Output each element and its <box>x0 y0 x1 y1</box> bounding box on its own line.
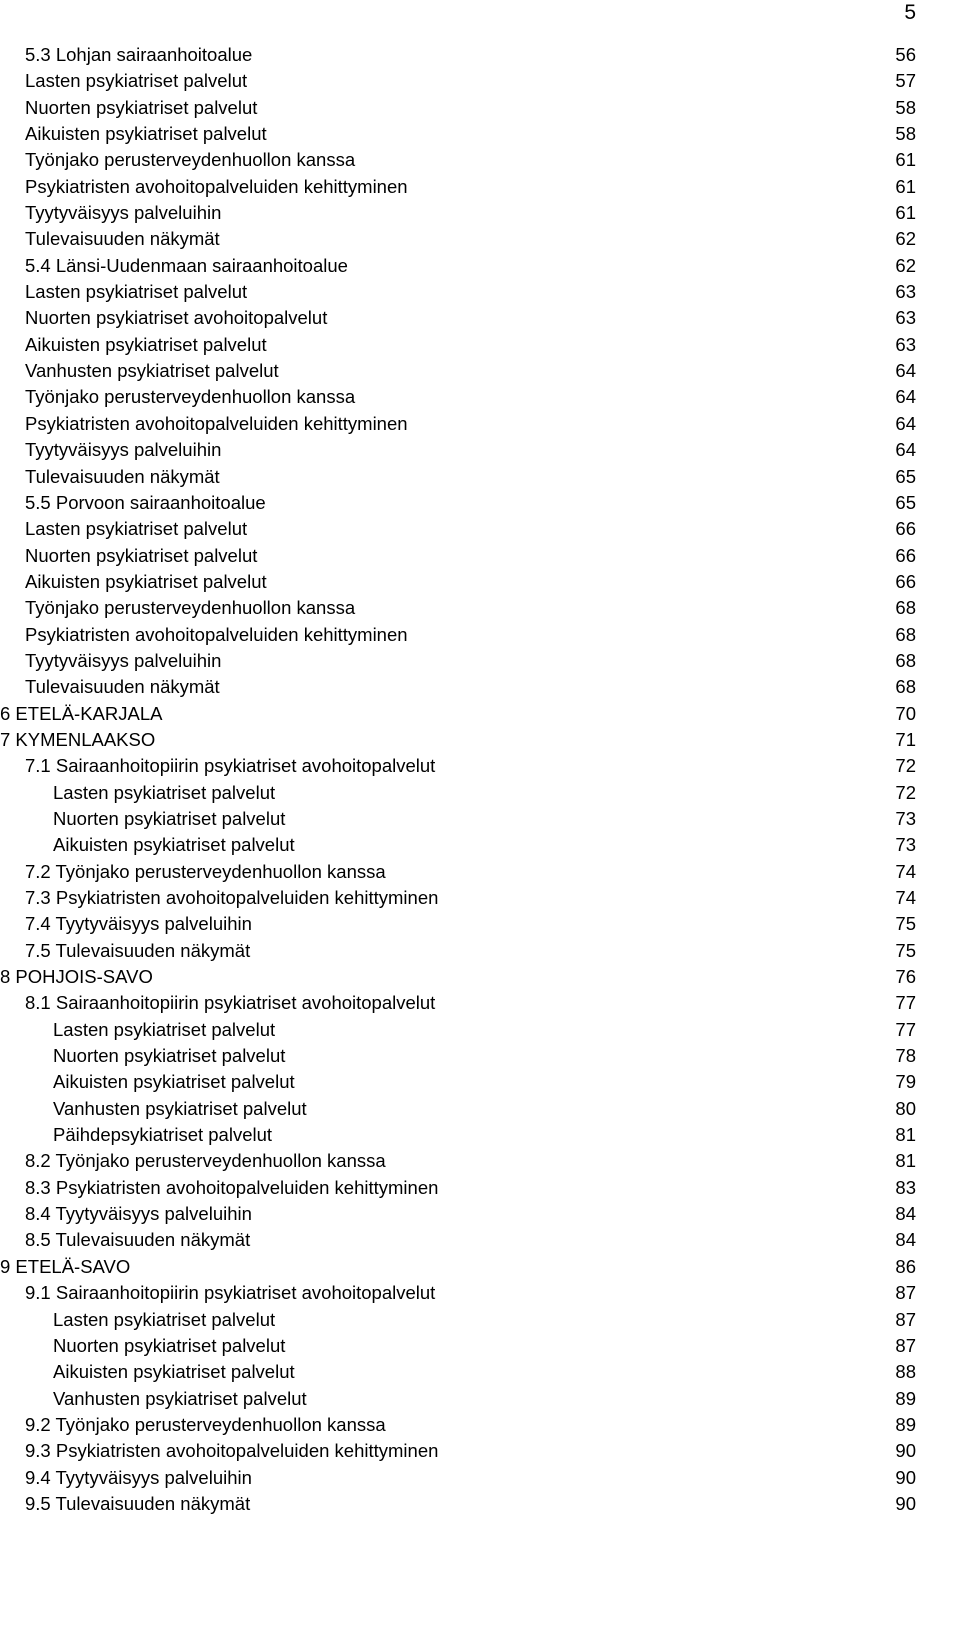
toc-entry-title: Aikuisten psykiatriset palvelut <box>25 569 269 595</box>
toc-entry-page: 64 <box>892 437 916 463</box>
toc-entry[interactable] <box>0 1386 960 1412</box>
toc-entry-title: 9.2 Työnjako perusterveydenhuollon kanssa <box>25 1412 388 1438</box>
toc-entry-title: 7.4 Tyytyväisyys palveluihin <box>25 911 254 937</box>
toc-entry-title: 8.1 Sairaanhoitopiirin psykiatriset avohoitopalvelut <box>25 990 437 1016</box>
toc-entry[interactable] <box>0 648 960 674</box>
toc-entry[interactable] <box>0 701 960 727</box>
toc-entry-page: 63 <box>892 332 916 358</box>
toc-entry[interactable] <box>0 1412 960 1438</box>
toc-entry[interactable] <box>0 911 960 937</box>
toc-entry-title: Nuorten psykiatriset palvelut <box>25 543 259 569</box>
toc-entry[interactable] <box>0 305 960 331</box>
toc-entry-page: 58 <box>892 121 916 147</box>
toc-entry-page: 61 <box>892 200 916 226</box>
toc-entry-title: Nuorten psykiatriset avohoitopalvelut <box>25 305 329 331</box>
toc-entry-title: Aikuisten psykiatriset palvelut <box>53 1359 297 1385</box>
toc-entry[interactable] <box>0 384 960 410</box>
toc-entry[interactable] <box>0 42 960 68</box>
toc-entry-page: 83 <box>892 1175 916 1201</box>
toc-entry[interactable] <box>0 753 960 779</box>
toc-entry-title: Aikuisten psykiatriset palvelut <box>53 832 297 858</box>
toc-entry[interactable] <box>0 990 960 1016</box>
toc-entry-page: 64 <box>892 358 916 384</box>
toc-entry[interactable] <box>0 1069 960 1095</box>
toc-entry[interactable] <box>0 411 960 437</box>
toc-entry-page: 80 <box>892 1096 916 1122</box>
toc-entry[interactable] <box>0 595 960 621</box>
toc-entry-page: 90 <box>892 1438 916 1464</box>
toc-entry-title: Nuorten psykiatriset palvelut <box>53 1043 287 1069</box>
toc-entry-title: 9.3 Psykiatristen avohoitopalveluiden kehittyminen <box>25 1438 440 1464</box>
toc-entry[interactable] <box>0 464 960 490</box>
toc-entry[interactable] <box>0 569 960 595</box>
toc-entry-title: 8.2 Työnjako perusterveydenhuollon kanssa <box>25 1148 388 1174</box>
toc-entry[interactable] <box>0 358 960 384</box>
toc-entry[interactable] <box>0 543 960 569</box>
toc-entry-page: 81 <box>892 1148 916 1174</box>
toc-entry-page: 81 <box>892 1122 916 1148</box>
toc-entry-title: Tulevaisuuden näkymät <box>25 464 222 490</box>
toc-entry[interactable] <box>0 806 960 832</box>
toc-entry-page: 58 <box>892 95 916 121</box>
toc-entry-title: Aikuisten psykiatriset palvelut <box>25 332 269 358</box>
toc-entry-page: 87 <box>892 1280 916 1306</box>
toc-entry-title: Tulevaisuuden näkymät <box>25 674 222 700</box>
toc-entry[interactable] <box>0 437 960 463</box>
toc-entry-title: Tyytyväisyys palveluihin <box>25 437 223 463</box>
toc-entry-title: Lasten psykiatriset palvelut <box>53 1017 277 1043</box>
toc-entry-title: 8.5 Tulevaisuuden näkymät <box>25 1227 252 1253</box>
toc-entry-title: Päihdepsykiatriset palvelut <box>53 1122 274 1148</box>
toc-entry[interactable] <box>0 859 960 885</box>
toc-entry-page: 64 <box>892 384 916 410</box>
toc-entry-page: 61 <box>892 174 916 200</box>
toc-entry[interactable] <box>0 1043 960 1069</box>
toc-entry-title: Tyytyväisyys palveluihin <box>25 200 223 226</box>
toc-entry-title: 7.2 Työnjako perusterveydenhuollon kanssa <box>25 859 388 885</box>
toc-entry[interactable] <box>0 727 960 753</box>
toc-entry-page: 77 <box>892 1017 916 1043</box>
toc-entry-title: Vanhusten psykiatriset palvelut <box>25 358 281 384</box>
toc-entry-page: 62 <box>892 253 916 279</box>
toc-entry-title: 8 POHJOIS-SAVO <box>0 964 155 990</box>
toc-entry-title: Lasten psykiatriset palvelut <box>25 68 249 94</box>
toc-entry-title: 9.4 Tyytyväisyys palveluihin <box>25 1465 254 1491</box>
toc-entry-title: Psykiatristen avohoitopalveluiden kehittyminen <box>25 411 410 437</box>
toc-entry-page: 79 <box>892 1069 916 1095</box>
toc-entry-page: 66 <box>892 516 916 542</box>
page-number: 5 <box>904 1 916 24</box>
toc-entry[interactable] <box>0 1175 960 1201</box>
toc-entry[interactable] <box>0 253 960 279</box>
toc-entry-page: 75 <box>892 938 916 964</box>
toc-entry[interactable] <box>0 147 960 173</box>
toc-entry-title: 8.4 Tyytyväisyys palveluihin <box>25 1201 254 1227</box>
toc-entry-page: 84 <box>892 1227 916 1253</box>
toc-entry-title: 5.5 Porvoon sairaanhoitoalue <box>25 490 268 516</box>
toc-entry-page: 66 <box>892 543 916 569</box>
toc-entry-title: Psykiatristen avohoitopalveluiden kehittyminen <box>25 174 410 200</box>
toc-entry[interactable] <box>0 226 960 252</box>
toc-entry[interactable] <box>0 174 960 200</box>
toc-entry-page: 75 <box>892 911 916 937</box>
toc-entry-title: 5.3 Lohjan sairaanhoitoalue <box>25 42 254 68</box>
toc-entry-page: 84 <box>892 1201 916 1227</box>
toc-entry-title: Lasten psykiatriset palvelut <box>53 780 277 806</box>
toc-entry[interactable] <box>0 1201 960 1227</box>
toc-entry[interactable] <box>0 938 960 964</box>
toc-entry-page: 71 <box>892 727 916 753</box>
toc-entry-title: 8.3 Psykiatristen avohoitopalveluiden kehittyminen <box>25 1175 440 1201</box>
toc-entry-page: 61 <box>892 147 916 173</box>
toc-entry-page: 87 <box>892 1307 916 1333</box>
toc-entry-page: 68 <box>892 595 916 621</box>
toc-entry-page: 65 <box>892 490 916 516</box>
toc-entry-title: Tulevaisuuden näkymät <box>25 226 222 252</box>
toc-entry-title: Lasten psykiatriset palvelut <box>53 1307 277 1333</box>
toc-entry-page: 89 <box>892 1386 916 1412</box>
toc-entry-title: Aikuisten psykiatriset palvelut <box>25 121 269 147</box>
toc-entry-page: 87 <box>892 1333 916 1359</box>
toc-entry-page: 65 <box>892 464 916 490</box>
toc-entry-page: 73 <box>892 832 916 858</box>
toc-entry-page: 68 <box>892 674 916 700</box>
toc-entry-page: 86 <box>892 1254 916 1280</box>
toc-entry-page: 70 <box>892 701 916 727</box>
toc-entry[interactable] <box>0 1491 960 1517</box>
toc-entry[interactable] <box>0 1096 960 1122</box>
toc-entry[interactable] <box>0 780 960 806</box>
toc-entry-title: Työnjako perusterveydenhuollon kanssa <box>25 147 357 173</box>
toc-entry[interactable] <box>0 622 960 648</box>
toc-entry-page: 72 <box>892 753 916 779</box>
toc-entry-title: Lasten psykiatriset palvelut <box>25 516 249 542</box>
toc-entry-title: Nuorten psykiatriset palvelut <box>25 95 259 121</box>
toc-entry[interactable] <box>0 279 960 305</box>
toc-entry-page: 76 <box>892 964 916 990</box>
toc-entry-title: 7.5 Tulevaisuuden näkymät <box>25 938 252 964</box>
toc-entry-page: 90 <box>892 1465 916 1491</box>
toc-entry[interactable] <box>0 1122 960 1148</box>
toc-entry[interactable] <box>0 885 960 911</box>
toc-entry-title: Aikuisten psykiatriset palvelut <box>53 1069 297 1095</box>
toc-entry-title: 9 ETELÄ-SAVO <box>0 1254 132 1280</box>
table-of-contents <box>0 42 960 1517</box>
toc-entry-page: 89 <box>892 1412 916 1438</box>
toc-entry-page: 63 <box>892 305 916 331</box>
toc-entry[interactable] <box>0 1148 960 1174</box>
toc-entry-title: 9.1 Sairaanhoitopiirin psykiatriset avohoitopalvelut <box>25 1280 437 1306</box>
toc-entry[interactable] <box>0 1017 960 1043</box>
toc-entry-title: Vanhusten psykiatriset palvelut <box>53 1096 309 1122</box>
toc-entry[interactable] <box>0 1227 960 1253</box>
toc-entry[interactable] <box>0 95 960 121</box>
toc-entry[interactable] <box>0 200 960 226</box>
toc-entry-page: 66 <box>892 569 916 595</box>
toc-entry-title: 7.3 Psykiatristen avohoitopalveluiden kehittyminen <box>25 885 440 911</box>
toc-entry-page: 64 <box>892 411 916 437</box>
toc-entry-title: Vanhusten psykiatriset palvelut <box>53 1386 309 1412</box>
toc-entry-page: 72 <box>892 780 916 806</box>
toc-entry-title: Tyytyväisyys palveluihin <box>25 648 223 674</box>
toc-entry-page: 62 <box>892 226 916 252</box>
toc-entry-page: 63 <box>892 279 916 305</box>
toc-entry[interactable] <box>0 674 960 700</box>
toc-entry-page: 73 <box>892 806 916 832</box>
toc-entry[interactable] <box>0 964 960 990</box>
toc-entry-page: 74 <box>892 859 916 885</box>
toc-entry-title: 7.1 Sairaanhoitopiirin psykiatriset avohoitopalvelut <box>25 753 437 779</box>
toc-entry-page: 56 <box>892 42 916 68</box>
toc-entry[interactable] <box>0 332 960 358</box>
toc-entry-title: Lasten psykiatriset palvelut <box>25 279 249 305</box>
toc-entry-title: Nuorten psykiatriset palvelut <box>53 1333 287 1359</box>
toc-entry[interactable] <box>0 68 960 94</box>
toc-entry[interactable] <box>0 490 960 516</box>
toc-entry-page: 68 <box>892 622 916 648</box>
toc-entry-title: 7 KYMENLAAKSO <box>0 727 157 753</box>
toc-entry-title: 6 ETELÄ-KARJALA <box>0 701 164 727</box>
toc-entry[interactable] <box>0 1333 960 1359</box>
toc-entry[interactable] <box>0 1465 960 1491</box>
toc-entry-page: 90 <box>892 1491 916 1517</box>
toc-entry-title: Nuorten psykiatriset palvelut <box>53 806 287 832</box>
toc-entry-page: 78 <box>892 1043 916 1069</box>
toc-entry[interactable] <box>0 1280 960 1306</box>
toc-entry-title: 5.4 Länsi-Uudenmaan sairaanhoitoalue <box>25 253 350 279</box>
toc-entry-page: 68 <box>892 648 916 674</box>
toc-entry[interactable] <box>0 1359 960 1385</box>
toc-entry[interactable] <box>0 121 960 147</box>
toc-entry-title: Psykiatristen avohoitopalveluiden kehittyminen <box>25 622 410 648</box>
toc-entry[interactable] <box>0 1438 960 1464</box>
toc-entry[interactable] <box>0 1307 960 1333</box>
toc-entry[interactable] <box>0 516 960 542</box>
toc-entry[interactable] <box>0 832 960 858</box>
toc-entry-page: 74 <box>892 885 916 911</box>
toc-entry-page: 88 <box>892 1359 916 1385</box>
toc-entry[interactable] <box>0 1254 960 1280</box>
toc-entry-title: 9.5 Tulevaisuuden näkymät <box>25 1491 252 1517</box>
toc-entry-page: 57 <box>892 68 916 94</box>
toc-entry-title: Työnjako perusterveydenhuollon kanssa <box>25 384 357 410</box>
toc-entry-page: 77 <box>892 990 916 1016</box>
toc-entry-title: Työnjako perusterveydenhuollon kanssa <box>25 595 357 621</box>
